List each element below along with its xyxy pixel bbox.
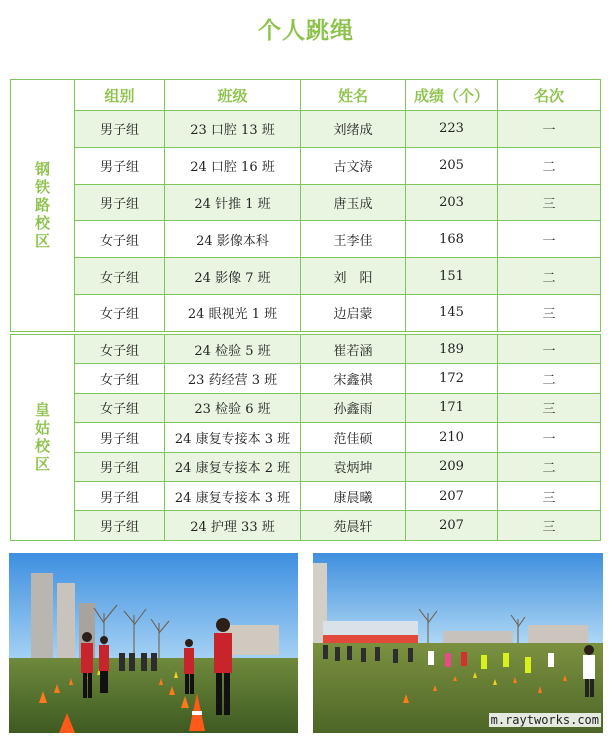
cell-name: 苑晨轩 [301, 511, 406, 540]
cell-rank: 二 [498, 452, 601, 481]
ranking-table-campus2 [10, 334, 601, 541]
cell-group: 女子组 [75, 335, 165, 364]
table-row [11, 294, 601, 331]
cell-rank: 一 [498, 221, 601, 258]
column-header-rank: 名次 [498, 80, 601, 111]
cell-group: 男子组 [75, 147, 165, 184]
cell-score: 203 [406, 184, 498, 221]
cell-name: 古文涛 [301, 147, 406, 184]
cell-group: 女子组 [75, 364, 165, 393]
cell-rank: 三 [498, 294, 601, 331]
cell-score: 172 [406, 364, 498, 393]
cell-name: 袁炳坤 [301, 452, 406, 481]
cell-rank: 三 [498, 511, 601, 540]
table-header-row [11, 80, 601, 111]
cell-group: 女子组 [75, 294, 165, 331]
cell-rank: 二 [498, 147, 601, 184]
event-photo-left-image [9, 553, 298, 733]
cell-score: 171 [406, 393, 498, 422]
cell-rank: 一 [498, 111, 601, 148]
table-row [11, 111, 601, 148]
table-row [11, 364, 601, 393]
ranking-table-campus1 [10, 79, 601, 332]
table-row [11, 335, 601, 364]
table-row [11, 147, 601, 184]
cell-class: 23 药经营 3 班 [165, 364, 301, 393]
table-row [11, 258, 601, 295]
cell-group: 男子组 [75, 511, 165, 540]
cell-score: 209 [406, 452, 498, 481]
cell-class: 24 针推 1 班 [165, 184, 301, 221]
cell-group: 女子组 [75, 221, 165, 258]
cell-rank: 三 [498, 481, 601, 510]
cell-name: 宋鑫祺 [301, 364, 406, 393]
cell-name: 刘 阳 [301, 258, 406, 295]
cell-name: 刘绪成 [301, 111, 406, 148]
cell-name: 崔若涵 [301, 335, 406, 364]
table-row [11, 481, 601, 510]
cell-score: 207 [406, 511, 498, 540]
cell-group: 男子组 [75, 452, 165, 481]
cell-class: 24 康复专接本 2 班 [165, 452, 301, 481]
campus-label: 钢 铁 路 校 区 [11, 80, 75, 332]
cell-class: 24 影像 7 班 [165, 258, 301, 295]
event-photo-left [9, 553, 298, 733]
cell-group: 男子组 [75, 481, 165, 510]
cell-class: 24 康复专接本 3 班 [165, 423, 301, 452]
watermark: m.raytworks.com [490, 713, 599, 727]
cell-rank: 一 [498, 335, 601, 364]
cell-rank: 三 [498, 393, 601, 422]
cell-name: 唐玉成 [301, 184, 406, 221]
cell-rank: 二 [498, 258, 601, 295]
column-header-group: 组别 [75, 80, 165, 111]
cell-class: 24 影像本科 [165, 221, 301, 258]
cell-score: 145 [406, 294, 498, 331]
cell-rank: 二 [498, 364, 601, 393]
cell-rank: 一 [498, 423, 601, 452]
event-photo-right [313, 553, 603, 733]
page-title: 个人跳绳 [258, 18, 354, 44]
cell-score: 207 [406, 481, 498, 510]
cell-group: 男子组 [75, 111, 165, 148]
cell-score: 205 [406, 147, 498, 184]
cell-group: 男子组 [75, 184, 165, 221]
table-row [11, 452, 601, 481]
cell-name: 范佳硕 [301, 423, 406, 452]
column-header-score: 成绩（个） [406, 80, 498, 111]
cell-name: 边启蒙 [301, 294, 406, 331]
cell-class: 24 护理 33 班 [165, 511, 301, 540]
cell-class: 24 口腔 16 班 [165, 147, 301, 184]
cell-name: 王李佳 [301, 221, 406, 258]
cell-group: 男子组 [75, 423, 165, 452]
campus-label: 皇 姑 校 区 [11, 335, 75, 541]
table-row [11, 221, 601, 258]
table-row [11, 184, 601, 221]
column-header-class: 班级 [165, 80, 301, 111]
table-row [11, 511, 601, 540]
event-photo-right-image [313, 553, 603, 733]
column-header-name: 姓名 [301, 80, 406, 111]
cell-score: 151 [406, 258, 498, 295]
cell-score: 210 [406, 423, 498, 452]
table-row [11, 393, 601, 422]
cell-score: 168 [406, 221, 498, 258]
cell-class: 23 检验 6 班 [165, 393, 301, 422]
cell-class: 24 眼视光 1 班 [165, 294, 301, 331]
cell-group: 女子组 [75, 258, 165, 295]
cell-class: 23 口腔 13 班 [165, 111, 301, 148]
cell-score: 223 [406, 111, 498, 148]
cell-rank: 三 [498, 184, 601, 221]
cell-class: 24 检验 5 班 [165, 335, 301, 364]
cell-group: 女子组 [75, 393, 165, 422]
table-row [11, 423, 601, 452]
cell-name: 孙鑫雨 [301, 393, 406, 422]
cell-score: 189 [406, 335, 498, 364]
cell-name: 康晨曦 [301, 481, 406, 510]
cell-class: 24 康复专接本 3 班 [165, 481, 301, 510]
